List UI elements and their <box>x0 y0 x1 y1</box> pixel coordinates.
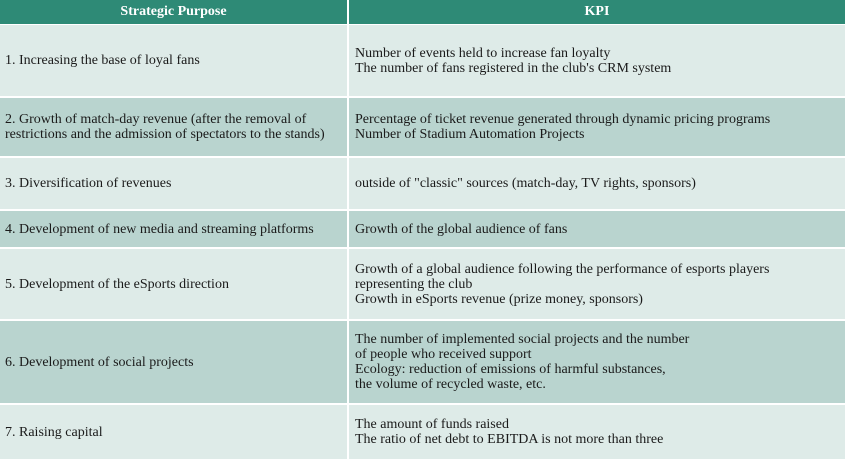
table-row <box>0 249 845 321</box>
strategic-purpose-cell: 1. Increasing the base of loyal fans <box>0 25 349 98</box>
kpi-cell <box>349 249 845 321</box>
kpi-header: KPI <box>349 0 845 25</box>
kpi-line: Growth of the global audience of fans <box>355 221 568 237</box>
strategic-purpose-cell: 6. Development of social projects <box>0 321 349 405</box>
table-row <box>0 405 845 461</box>
strategic-purpose-cell: 4. Development of new media and streaming platforms <box>0 211 349 249</box>
strategic-purpose-cell: 5. Development of the eSports direction <box>0 249 349 321</box>
table-row <box>0 321 845 405</box>
kpi-line: The number of implemented social projects and the number <box>355 332 690 347</box>
kpi-line: of people who received support <box>355 347 532 362</box>
kpi-line: Growth in eSports revenue (prize money, sponsors) <box>355 291 643 307</box>
kpi-line: The ratio of net debt to EBITDA is not more than three <box>355 432 664 447</box>
strategic-purpose-cell: 2. Growth of match-day revenue (after the removal of restrictions and the admission of spectators to the stands) <box>0 98 349 158</box>
table-header-row <box>0 0 845 25</box>
strategic-purpose-header: Strategic Purpose <box>0 0 349 25</box>
kpi-cell <box>349 158 845 211</box>
kpi-line: Percentage of ticket revenue generated through dynamic pricing programs <box>355 112 771 127</box>
table-row <box>0 158 845 211</box>
table-row <box>0 25 845 98</box>
kpi-line: outside of "classic" sources (match-day, TV rights, sponsors) <box>355 176 696 191</box>
kpi-line: Growth of a global audience following the performance of esports players representing the club <box>355 261 770 292</box>
table-row <box>0 211 845 249</box>
kpi-line: Number of events held to increase fan loyalty <box>355 45 611 61</box>
kpi-cell <box>349 211 845 249</box>
strategic-purpose-cell: 3. Diversification of revenues <box>0 158 349 211</box>
kpi-line: Number of Stadium Automation Projects <box>355 127 585 142</box>
kpi-line: The number of fans registered in the club's CRM system <box>355 60 672 76</box>
strategic-purpose-cell: 7. Raising capital <box>0 405 349 461</box>
kpi-cell <box>349 321 845 405</box>
table-row <box>0 98 845 158</box>
kpi-cell <box>349 405 845 461</box>
kpi-line: the volume of recycled waste, etc. <box>355 377 546 392</box>
kpi-line: Ecology: reduction of emissions of harmful substances, <box>355 362 666 377</box>
kpi-cell <box>349 98 845 158</box>
kpi-line: The amount of funds raised <box>355 417 509 432</box>
kpi-cell <box>349 25 845 98</box>
